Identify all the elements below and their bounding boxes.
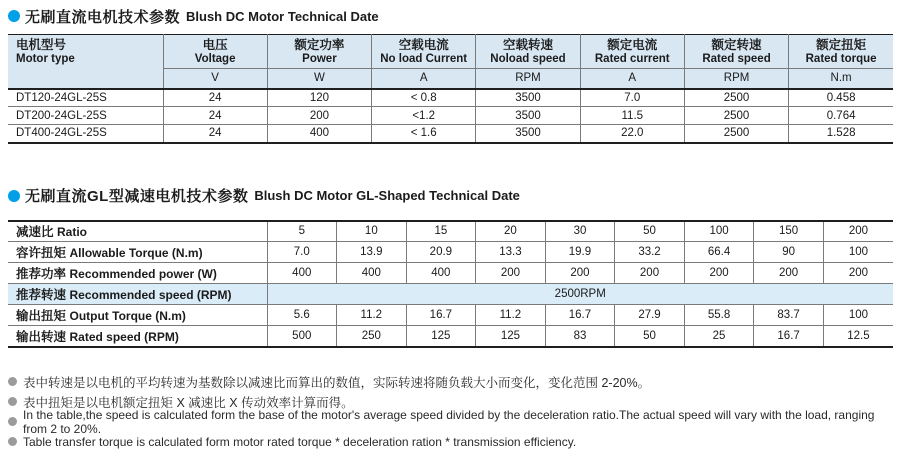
section1-title-zh: 无刷直流电机技术参数 — [25, 8, 181, 26]
row-label-cell — [8, 242, 267, 263]
data-cell: 250 — [337, 326, 407, 347]
bullet-icon — [8, 10, 20, 22]
data-cell: 5 — [267, 221, 337, 242]
merged-speed-cell: 2500RPM — [267, 284, 893, 305]
row-label-zh: 减速比 — [16, 225, 57, 240]
row-label-zh: 推荐转速 — [16, 288, 70, 302]
section1-title-en: Blush DC Motor Technical Date — [186, 8, 379, 24]
data-cell: 30 — [545, 221, 615, 242]
data-cell: 200 — [684, 263, 754, 284]
row-label-zh: 推荐功率 — [16, 267, 70, 281]
row-label-en: Recommended power (W) — [69, 267, 217, 281]
section1-title — [8, 6, 893, 26]
data-cell: 150 — [754, 221, 824, 242]
row-label-en: Allowable Torque (N.m) — [69, 246, 203, 260]
data-cell: <1.2 — [372, 107, 476, 125]
data-cell: 16.7 — [545, 305, 615, 326]
header-label-en: Rated torque — [805, 52, 877, 65]
row-label-zh: 容许扭矩 — [16, 246, 70, 260]
header-label-en: Rated current — [594, 52, 670, 65]
data-cell: 2500 — [684, 125, 788, 143]
data-cell: 12.5 — [823, 326, 893, 347]
data-cell: 400 — [406, 263, 476, 284]
header-label-zh: 空载转速 — [502, 37, 553, 52]
data-cell: 13.3 — [476, 242, 546, 263]
data-cell: 10 — [337, 221, 407, 242]
header-label-zh: 电机型号 — [16, 38, 67, 52]
motor-type-cell: DT120-24GL-25S — [8, 89, 163, 107]
data-cell: 0.764 — [789, 107, 893, 125]
header-label-en: Voltage — [194, 52, 236, 65]
column-header — [372, 35, 476, 69]
row-label-zh: 输出转速 — [16, 329, 70, 344]
unit-cell: A — [372, 69, 476, 89]
table-row — [8, 284, 893, 305]
header-label-en: Motor type — [16, 53, 75, 65]
data-cell: 83 — [545, 326, 615, 347]
note-text: Table transfer torque is calculated form motor rated torque * deceleration ration * transmission efficiency. — [23, 434, 577, 449]
data-cell: 15 — [406, 221, 476, 242]
data-cell: 90 — [754, 242, 824, 263]
row-label-cell — [8, 305, 267, 326]
data-cell: 0.458 — [789, 89, 893, 107]
data-cell: 11.2 — [337, 305, 407, 326]
note-text: In the table,the speed is calculated form the base of the motor's average speed divided by the deceleration ratio.The actual speed will vary with the load, ranging from 2 to 20%. — [23, 407, 875, 436]
note-text: 表中扭矩是以电机额定扭矩 X 减速比 X 传动效率计算而得。 — [23, 395, 354, 410]
motor-type-cell: DT200-24GL-25S — [8, 107, 163, 125]
row-label-cell — [8, 263, 267, 284]
column-header — [684, 35, 788, 69]
gearbox-ratio-table — [8, 220, 893, 348]
row-label-en: Output Torque (N.m) — [69, 309, 186, 323]
header-label-zh: 电压 — [202, 37, 228, 52]
data-cell: 16.7 — [406, 305, 476, 326]
header-label-en: No load Current — [380, 52, 468, 65]
data-cell: 120 — [267, 89, 371, 107]
row-label-cell — [8, 284, 267, 305]
column-header — [267, 35, 371, 69]
data-cell: 83.7 — [754, 305, 824, 326]
data-cell: 33.2 — [615, 242, 685, 263]
bullet-icon — [8, 190, 20, 202]
data-cell: 400 — [267, 125, 371, 143]
section2-title-zh: 无刷直流GL型减速电机技术参数 — [25, 188, 249, 205]
section2-title — [8, 186, 893, 206]
header-label-zh: 额定扭矩 — [816, 37, 867, 52]
note-item — [8, 372, 893, 392]
table-row — [8, 326, 893, 347]
data-cell: 200 — [267, 107, 371, 125]
data-cell: 2500 — [684, 89, 788, 107]
column-header — [476, 35, 580, 69]
table-row — [8, 125, 893, 143]
data-cell: 7.0 — [267, 242, 337, 263]
header-label-zh: 额定功率 — [294, 37, 345, 52]
header-label-en: Rated speed — [702, 52, 771, 65]
motor-type-cell: DT400-24GL-25S — [8, 125, 163, 143]
data-cell: 24 — [163, 89, 267, 107]
note-text: 表中转速是以电机的平均转速为基数除以减速比而算出的数值，实际转速将随负载大小而变化，变化范围 2-20%。 — [23, 375, 651, 390]
data-cell: 200 — [476, 263, 546, 284]
data-cell: 50 — [615, 221, 685, 242]
data-cell: 200 — [754, 263, 824, 284]
column-header — [163, 35, 267, 69]
data-cell: 50 — [615, 326, 685, 347]
row-label-en: Ratio — [56, 225, 87, 240]
brushless-motor-table — [8, 34, 893, 144]
row-label-cell — [8, 221, 267, 242]
data-cell: 7.0 — [580, 89, 684, 107]
data-cell: 5.6 — [267, 305, 337, 326]
bullet-icon — [8, 397, 17, 406]
column-header — [580, 35, 684, 69]
data-cell: 3500 — [476, 89, 580, 107]
unit-cell: V — [163, 69, 267, 89]
unit-cell: RPM — [476, 69, 580, 89]
data-cell: 24 — [163, 125, 267, 143]
header-label-en: Noload speed — [490, 52, 566, 65]
data-cell: 66.4 — [684, 242, 754, 263]
data-cell: 25 — [684, 326, 754, 347]
data-cell: 11.5 — [580, 107, 684, 125]
table-row — [8, 89, 893, 107]
unit-cell: RPM — [684, 69, 788, 89]
data-cell: 27.9 — [615, 305, 685, 326]
bullet-icon — [8, 437, 17, 446]
row-label-en: Recommended speed (RPM) — [69, 288, 232, 302]
bullet-icon — [8, 377, 17, 386]
data-cell: 11.2 — [476, 305, 546, 326]
data-cell: 22.0 — [580, 125, 684, 143]
data-cell: 20.9 — [406, 242, 476, 263]
data-cell: 24 — [163, 107, 267, 125]
data-cell: 16.7 — [754, 326, 824, 347]
data-cell: 500 — [267, 326, 337, 347]
data-cell: < 0.8 — [372, 89, 476, 107]
table-row — [8, 221, 893, 242]
data-cell: 400 — [337, 263, 407, 284]
data-cell: 100 — [823, 242, 893, 263]
data-cell: < 1.6 — [372, 125, 476, 143]
data-cell: 19.9 — [545, 242, 615, 263]
table-row — [8, 305, 893, 326]
header-row — [8, 35, 893, 69]
data-cell: 400 — [267, 263, 337, 284]
table-row — [8, 107, 893, 125]
table-row — [8, 263, 893, 284]
data-cell: 3500 — [476, 107, 580, 125]
column-header — [789, 35, 893, 69]
note-item — [8, 407, 893, 436]
data-cell: 100 — [684, 221, 754, 242]
unit-cell: W — [267, 69, 371, 89]
data-cell: 200 — [615, 263, 685, 284]
data-cell: 200 — [545, 263, 615, 284]
data-cell: 55.8 — [684, 305, 754, 326]
row-label-cell — [8, 326, 267, 347]
table-row — [8, 242, 893, 263]
header-label-zh: 额定转速 — [711, 37, 762, 52]
data-cell: 125 — [476, 326, 546, 347]
data-cell: 200 — [823, 221, 893, 242]
bullet-icon — [8, 417, 17, 426]
data-cell: 2500 — [684, 107, 788, 125]
footnotes — [8, 372, 893, 452]
header-label-zh: 空载电流 — [398, 37, 449, 52]
data-cell: 1.528 — [789, 125, 893, 143]
row-label-zh: 输出扭矩 — [16, 309, 70, 323]
data-cell: 3500 — [476, 125, 580, 143]
row-label-en: Rated speed (RPM) — [69, 329, 179, 344]
data-cell: 200 — [823, 263, 893, 284]
data-cell: 13.9 — [337, 242, 407, 263]
header-label-en: Power — [302, 52, 337, 65]
motor-type-header — [8, 35, 163, 89]
data-cell: 125 — [406, 326, 476, 347]
unit-cell: A — [580, 69, 684, 89]
unit-cell: N.m — [789, 69, 893, 89]
data-cell: 100 — [823, 305, 893, 326]
header-label-zh: 额定电流 — [607, 37, 658, 52]
section2-title-en: Blush DC Motor GL-Shaped Technical Date — [254, 188, 520, 203]
data-cell: 20 — [476, 221, 546, 242]
